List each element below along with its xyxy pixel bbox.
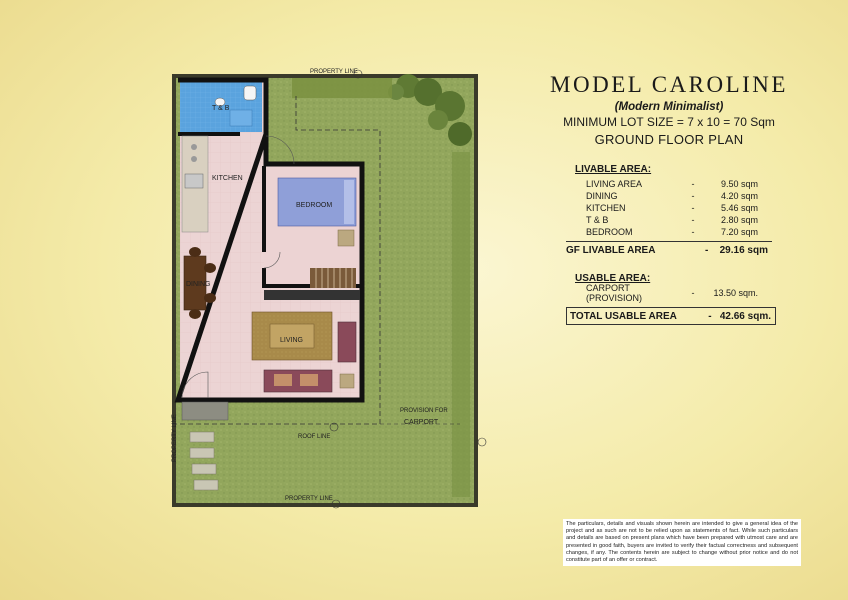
livable-row [566, 178, 776, 190]
area-name: BEDROOM [586, 227, 633, 237]
area-name: T & B [586, 215, 609, 225]
area-value: 2.80 sqm [720, 215, 758, 225]
front-step [182, 402, 228, 420]
floor-plan-drawing [160, 62, 490, 517]
livable-heading: LIVABLE AREA: [575, 164, 652, 175]
area-name: KITCHEN [586, 203, 626, 213]
kitchen-counter [182, 136, 208, 232]
total-name: GF LIVABLE AREA [566, 245, 656, 256]
area-value: 7.20 sqm [720, 227, 758, 237]
disclaimer: The particulars, details and visuals shown herein are intended to give a general idea of the project and as such are not to be relied upon as statements of fact. While such particulars and details are based on present plans which have been prepared with utmost care and are presented in good faith, buyers are invited to verify their factual correctness and subsequent changes, if any. The contents herein are subject to change without prior notice and do not constitute part of an offer or contract. [563, 519, 801, 566]
property-line-top-label: PROPERTY LINE [310, 69, 358, 75]
usable-row [566, 283, 776, 303]
area-dash: - [691, 179, 695, 189]
roof-line-label: ROOF LINE [298, 434, 331, 440]
total-value: 42.66 sqm. [719, 310, 771, 322]
area-dash: - [691, 227, 695, 237]
living-set [252, 312, 356, 392]
area-name: LIVING AREA [586, 179, 643, 189]
hedge [292, 78, 392, 98]
total-usable-area [566, 307, 776, 325]
area-dash: - [691, 215, 695, 225]
total-value: 29.16 sqm [719, 245, 768, 256]
area-value: 4.20 sqm [720, 191, 758, 201]
tb-label: T & B [212, 105, 230, 112]
livable-row [566, 190, 776, 202]
lot-size: MINIMUM LOT SIZE = 7 x 10 = 70 Sqm [563, 115, 775, 129]
style-subtitle: (Modern Minimalist) [614, 101, 724, 113]
total-dash: - [704, 245, 709, 256]
area-value: 5.46 sqm [720, 203, 758, 213]
model-title: MODEL CAROLINE [550, 72, 788, 97]
livable-row [566, 214, 776, 226]
provision-for-label: PROVISION FOR [400, 408, 448, 414]
area-dash: - [691, 203, 695, 213]
usable-heading: USABLE AREA: [575, 273, 651, 284]
livable-row [566, 202, 776, 214]
dining-label: DINING [186, 281, 211, 288]
area-dash: - [691, 191, 695, 201]
plan-name: GROUND FLOOR PLAN [594, 132, 744, 147]
area-value: 9.50 sqm [720, 179, 758, 189]
total-dash: - [708, 310, 712, 322]
property-line-left-label: PROPERTY LINE [172, 414, 178, 462]
floor-plan [160, 62, 490, 517]
side-hedge [452, 152, 470, 497]
property-line-bottom-label: PROPERTY LINE [285, 496, 333, 502]
area-table [566, 164, 776, 325]
area-name: CARPORT (PROVISION) [586, 283, 643, 303]
bedroom-label: BEDROOM [296, 202, 333, 209]
title-block [548, 72, 790, 147]
total-name: TOTAL USABLE AREA [570, 310, 677, 322]
kitchen-label: KITCHEN [212, 175, 243, 182]
area-name: DINING [586, 191, 618, 201]
carport-label: CARPORT [404, 419, 439, 426]
area-dash: - [691, 288, 695, 298]
living-label: LIVING [280, 337, 303, 344]
area-value: 13.50 sqm. [713, 288, 758, 298]
livable-row [566, 226, 776, 238]
gf-livable-total [566, 241, 772, 257]
